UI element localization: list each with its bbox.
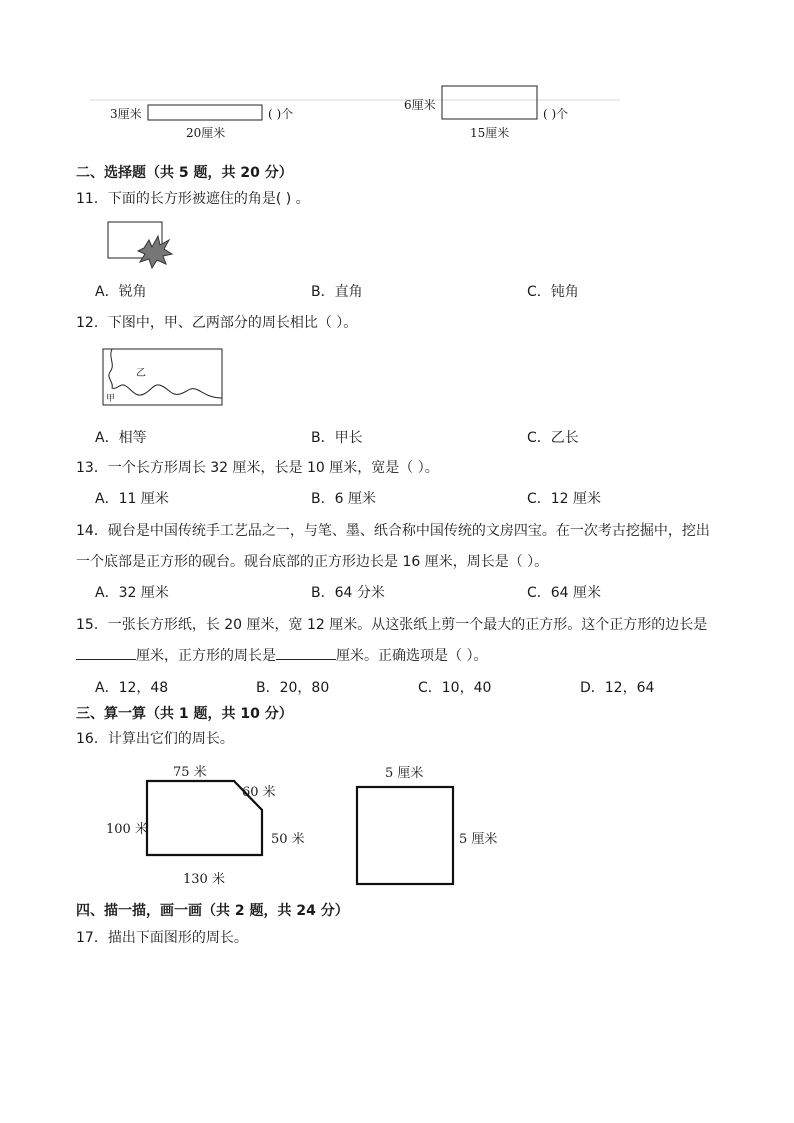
- q16-shape2-top-label: 5 厘米: [385, 766, 424, 781]
- q17-text: 描出下面图形的周长。: [107, 930, 248, 946]
- q15-option-d[interactable]: D．12，64: [580, 680, 655, 696]
- q16-shape1-diag-label: 60 米: [242, 785, 276, 800]
- rect2-shape: [442, 86, 537, 119]
- q14-text-line1: 砚台是中国传统手工艺品之一，与笔、墨、纸合称中国传统的文房四宝。在一次考古挖掘中，挖出: [107, 523, 710, 539]
- q15-option-a[interactable]: A．12，48: [95, 680, 169, 696]
- q16-shape1-right-label: 50 米: [271, 832, 305, 847]
- q14-text-line2: 一个底部是正方形的砚台。砚台底部的正方形边长是 16 厘米，周长是（ ）。: [76, 554, 549, 570]
- q17-number: 17．: [76, 930, 108, 946]
- q16-shape1-bottom-label: 130 米: [183, 872, 225, 887]
- q15-number: 15．: [76, 617, 108, 633]
- rect1-bottom-label: 20厘米: [186, 126, 226, 140]
- q15-blank-2[interactable]: [276, 645, 336, 660]
- q15-option-c[interactable]: C．10，40: [418, 680, 492, 696]
- q15-text-part2: 厘米。正确选项是（ ）。: [336, 648, 488, 664]
- q15-question-line2: [76, 645, 487, 665]
- q15-question-line1: [76, 614, 707, 634]
- q12-option-a[interactable]: A．相等: [95, 430, 147, 446]
- rect1-shape: [148, 105, 262, 120]
- rect2-bottom-label: 15厘米: [470, 126, 510, 140]
- rect1-side-label: 3厘米: [110, 107, 142, 121]
- q11-question: [76, 188, 310, 208]
- section2-heading: 二、选择题（共 5 题，共 20 分）: [76, 165, 293, 181]
- q12-number: 12．: [76, 315, 108, 331]
- q13-option-a[interactable]: A．11 厘米: [95, 491, 169, 507]
- rect2-side-label: 6厘米: [404, 98, 436, 112]
- q16-shape1-top-label: 75 米: [173, 765, 207, 780]
- q12-question: [76, 312, 357, 332]
- q17-question: [76, 927, 248, 947]
- rect2-answer: ( )个: [543, 107, 569, 121]
- q13-text: 一个长方形周长 32 厘米，长是 10 厘米，宽是（ ）。: [107, 460, 439, 476]
- q15-blank-1[interactable]: [76, 645, 136, 660]
- top-figures-drawing: [0, 0, 794, 150]
- q12-option-c[interactable]: C．乙长: [527, 430, 579, 446]
- q14-option-c[interactable]: C．64 厘米: [527, 585, 602, 601]
- q15-text-line1: 一张长方形纸，长 20 厘米，宽 12 厘米。从这张纸上剪一个最大的正方形。这个正方形的边长是: [107, 617, 708, 633]
- section3-heading: 三、算一算（共 1 题，共 10 分）: [76, 706, 293, 722]
- q16-shape2: [357, 787, 453, 884]
- q12-text: 下图中，甲、乙两部分的周长相比（ ）。: [107, 315, 358, 331]
- q14-question-line1: [76, 520, 710, 540]
- q11-number: 11．: [76, 191, 108, 207]
- q14-option-b[interactable]: B．64 分米: [311, 585, 385, 601]
- q11-option-c[interactable]: C．钝角: [527, 284, 579, 300]
- q16-shape1-left-label: 100 米: [106, 822, 148, 837]
- q16-number: 16．: [76, 731, 108, 747]
- rect1-answer: ( )个: [268, 107, 294, 121]
- q12-option-b[interactable]: B．甲长: [311, 430, 363, 446]
- q14-number: 14．: [76, 523, 108, 539]
- q13-option-c[interactable]: C．12 厘米: [527, 491, 602, 507]
- q11-figure: [100, 218, 180, 268]
- q12-label-yi: 乙: [136, 368, 146, 379]
- section4-heading: 四、描一描，画一画（共 2 题，共 24 分）: [76, 903, 349, 919]
- q12-figure: [100, 346, 230, 408]
- q11-option-a[interactable]: A．锐角: [95, 284, 147, 300]
- q16-question: [76, 728, 234, 748]
- q15-option-b[interactable]: B．20，80: [256, 680, 330, 696]
- q16-text: 计算出它们的周长。: [107, 731, 234, 747]
- q11-cover-shape: [138, 236, 172, 268]
- q15-text-part1: 厘米，正方形的周长是: [136, 648, 276, 664]
- q12-label-jia: 甲: [106, 394, 116, 404]
- q13-number: 13．: [76, 460, 108, 476]
- q16-shape2-right-label: 5 厘米: [459, 832, 498, 847]
- q11-text: 下面的长方形被遮住的角是( ) 。: [107, 191, 310, 207]
- q11-option-b[interactable]: B．直角: [311, 284, 363, 300]
- q14-option-a[interactable]: A．32 厘米: [95, 585, 169, 601]
- q13-question: [76, 457, 439, 477]
- q13-option-b[interactable]: B．6 厘米: [311, 491, 376, 507]
